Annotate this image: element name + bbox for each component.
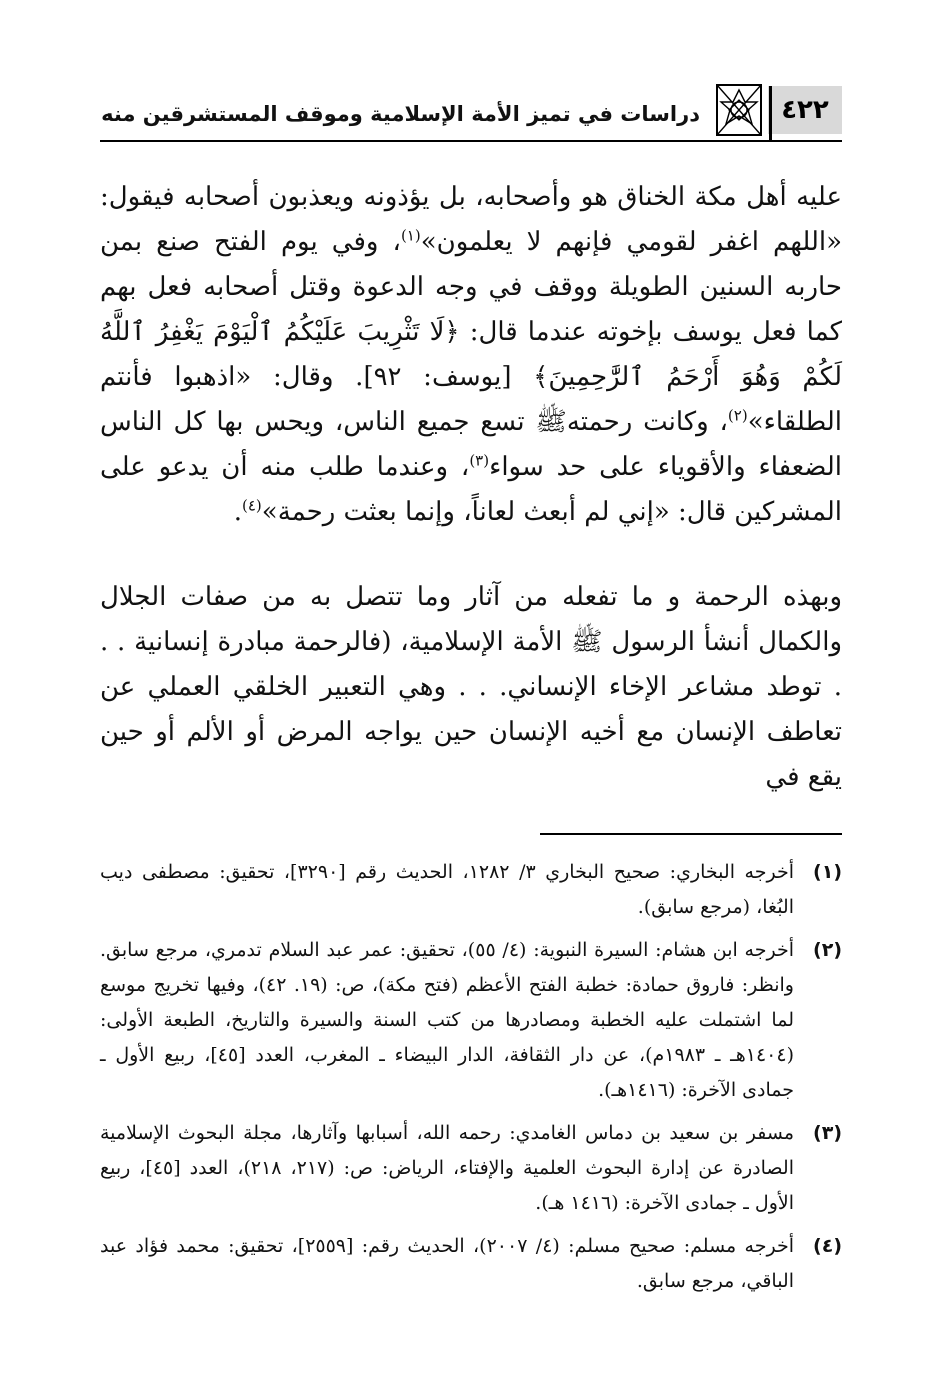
- footnote-separator: [540, 833, 842, 835]
- footnote-2: [100, 933, 842, 1108]
- footnote-text: أخرجه البخاري: صحيح البخاري ٣/ ١٢٨٢، الحديث رقم [٣٢٩٠]، تحقيق: مصطفى ديب البُغا، (مرجع سابق).: [100, 861, 794, 918]
- footnote-number: (٢): [813, 939, 842, 961]
- footnote-ref-4[interactable]: (٤): [242, 496, 262, 515]
- footnote-number: (٤): [813, 1235, 842, 1257]
- header-divider: [769, 86, 772, 140]
- footnote-text: مسفر بن سعيد بن دماس الغامدي: رحمه الله، أسبابها وآثارها، مجلة البحوث الإسلامية الصادرة عن إدارة البحوث العلمية والإفتاء، الرياض: ص: (٢١٧، ٢١٨)، العدد [٤٥]، ربيع الأول ـ جمادى الآخرة: (١٤١٦ هـ).: [100, 1122, 794, 1214]
- paragraph-1: [100, 175, 842, 535]
- page-number: ٤٢٢: [768, 86, 842, 134]
- paragraph-1-segment-1: عليه أهل مكة الخناق هو وأصحابه، بل يؤذونه ويعذبون أصحابه فيقول: «اللهم اغفر لقومي فإنهم لا يعلمون»: [100, 182, 843, 257]
- paragraph-1-segment-5: .: [233, 497, 242, 527]
- footnote-ref-3[interactable]: (٣): [469, 451, 490, 470]
- footnotes: [100, 855, 842, 1307]
- footnote-number: (١): [813, 861, 842, 883]
- paragraph-2: وبهذه الرحمة و ما تفعله من آثار وما تتصل به من صفات الجلال والكمال أنشأ الرسول ﷺ الأمة الإسلامية، (فالرحمة مبادرة إنسانية . . . توطد مشاعر الإخاء الإنساني. . . وهي التعبير الخلقي العملي عن تعاطف الإنسان مع أخيه الإنسان حين يواجه المرض أو الألم أو حين يقع في: [100, 582, 842, 792]
- footnote-3: [100, 1116, 842, 1221]
- running-header-title: دراسات في تميز الأمة الإسلامية وموقف المستشرقين منه: [101, 102, 700, 126]
- footnote-4: [100, 1229, 842, 1299]
- footnote-ref-1[interactable]: (١): [400, 226, 421, 245]
- geometric-ornament-icon: [714, 82, 764, 138]
- footnote-number: (٣): [813, 1122, 842, 1144]
- paragraph-1-segment-4: ، وعندما طلب منه أن يدعو على المشركين قال: «إني لم أبعث لعاناً، وإنما بعثت رحمة»: [100, 452, 842, 527]
- main-body: [100, 175, 842, 800]
- paragraph-1-segment-2: ، وفي يوم الفتح صنع بمن حاربه السنين الطويلة ووقف في وجه الدعوة وقتل أصحابه فعل بهم كما فعل يوسف بإخوته عندما قال: ﴿لَا تَثْرِيبَ عَلَيْكُمُ ٱلْيَوْمَ يَغْفِرُ ٱللَّهُ لَكُمْ وَهُوَ أَرْحَمُ ٱلرَّٰحِمِينَ﴾ [يوسف: ٩٢]. وقال: «اذهبوا فأنتم الطلقاء»: [100, 227, 842, 437]
- footnote-1: [100, 855, 842, 925]
- footnote-text: أخرجه ابن هشام: السيرة النبوية: (٤/ ٥٥)، تحقيق: عمر عبد السلام تدمري، مرجع سابق. وانظر: فاروق حمادة: خطبة الفتح الأعظم (فتح مكة)، ص: (١٩. ٤٢)، وفيها تخريج موسع لما اشتملت عليه الخطبة ومصادرها من كتب السنة والسيرة والتاريخ، الطبعة الأولى: (١٤٠٤هـ ـ ١٩٨٣م)، عن دار الثقافة، الدار البيضاء ـ المغرب، العدد [٤٥]، ربيع الأول ـ جمادى الآخرة: (١٤١٦هـ).: [100, 939, 794, 1101]
- header-rule: [100, 140, 842, 142]
- footnote-text: أخرجه مسلم: صحيح مسلم: (٤/ ٢٠٠٧)، الحديث رقم: [٢٥٥٩]، تحقيق: محمد فؤاد عبد الباقي، مرجع سابق.: [100, 1235, 794, 1292]
- footnote-ref-2[interactable]: (٢): [727, 406, 748, 425]
- paragraph-1-segment-3: ، وكانت رحمتهﷺ تسع جميع الناس، ويحس بها كل الناس الضعفاء والأقوياء على حد سواء: [100, 407, 843, 482]
- page-header: [100, 82, 842, 152]
